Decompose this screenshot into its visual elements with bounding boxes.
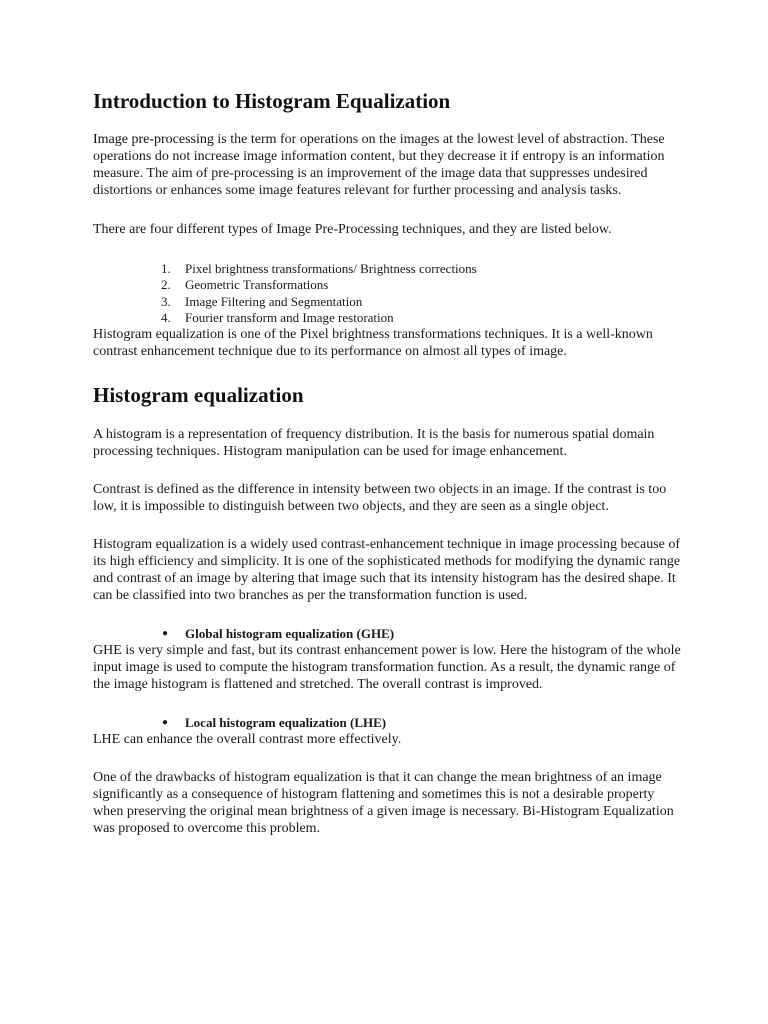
lhe-heading: Local histogram equalization (LHE) (185, 715, 387, 731)
list-item: 2. Geometric Transformations (161, 277, 329, 293)
lhe-paragraph: LHE can enhance the overall contrast more effectively. (93, 732, 402, 748)
section-title: Histogram equalization (93, 383, 304, 408)
list-item: 1. Pixel brightness transformations/ Brightness corrections (161, 261, 477, 276)
bullet-icon: ● (162, 628, 169, 640)
lhe-bullet (93, 714, 683, 731)
intro-text: is the term for operations on the images at the lowest level of abstraction. These operations do not increase image information content, but they decrease it if entropy is an information measure. The aim of pre-processing is an improvement of the image data that suppresses undesired distortions or enhances some image features relevant for further processing and analysis tasks. (93, 132, 665, 198)
histogram-paragraph: A histogram is a representation of frequency distribution. It is the basis for numerous spatial domain processing techniques. Histogram manipulation can be used for image enhancement. (93, 427, 655, 460)
histogram-equalization-paragraph: Histogram equalization is a widely used contrast-enhancement technique in image processing because of its high efficiency and simplicity. It is one of the sophisticated methods for modifying the dynamic range and contrast of an image by altering that image such that its intensity histogram has the desired shape. It can be classified into two branches as per the transformation function is used. (93, 537, 681, 604)
list-item: 3. Image Filtering and Segmentation (161, 293, 363, 309)
contrast-paragraph: Contrast is defined as the difference in intensity between two objects in an image. If the contrast is too low, it is impossible to distinguish between two objects, and they are seen as a single object. (93, 482, 667, 515)
image-preprocessing-link[interactable]: Image pre-processing (93, 132, 214, 147)
ghe-heading: Global histogram equalization (GHE) (185, 626, 395, 642)
drawbacks-paragraph: One of the drawbacks of histogram equalization is that it can change the mean brightness of an image significantly as a consequence of histogram flattening and sometimes this is not a desirable property when preserving the original mean brightness of a given image is necessary. Bi-Histogram Equalization was proposed to overcome this problem. (93, 770, 674, 837)
types-intro-paragraph: There are four different types of Image Pre-Processing techniques, and they are listed below. (93, 222, 612, 237)
he-intro-paragraph: Histogram equalization is one of the Pixel brightness transformations techniques. It is a well-known contrast enhancement technique due to its performance on almost all types of image. (93, 327, 653, 360)
list-item: 4. Fourier transform and Image restoration (161, 309, 394, 325)
types-list (93, 261, 683, 326)
page-title: Introduction to Histogram Equalization (93, 89, 451, 113)
intro-paragraph (93, 131, 683, 199)
document-page (93, 88, 683, 837)
ghe-paragraph: GHE is very simple and fast, but its contrast enhancement power is low. Here the histogram of the whole input image is used to compute the histogram transformation function. As a result, the dynamic range of the image histogram is flattened and stretched. The overall contrast is improved. (93, 643, 681, 693)
ghe-bullet (93, 625, 683, 642)
bullet-icon: ● (162, 717, 169, 729)
